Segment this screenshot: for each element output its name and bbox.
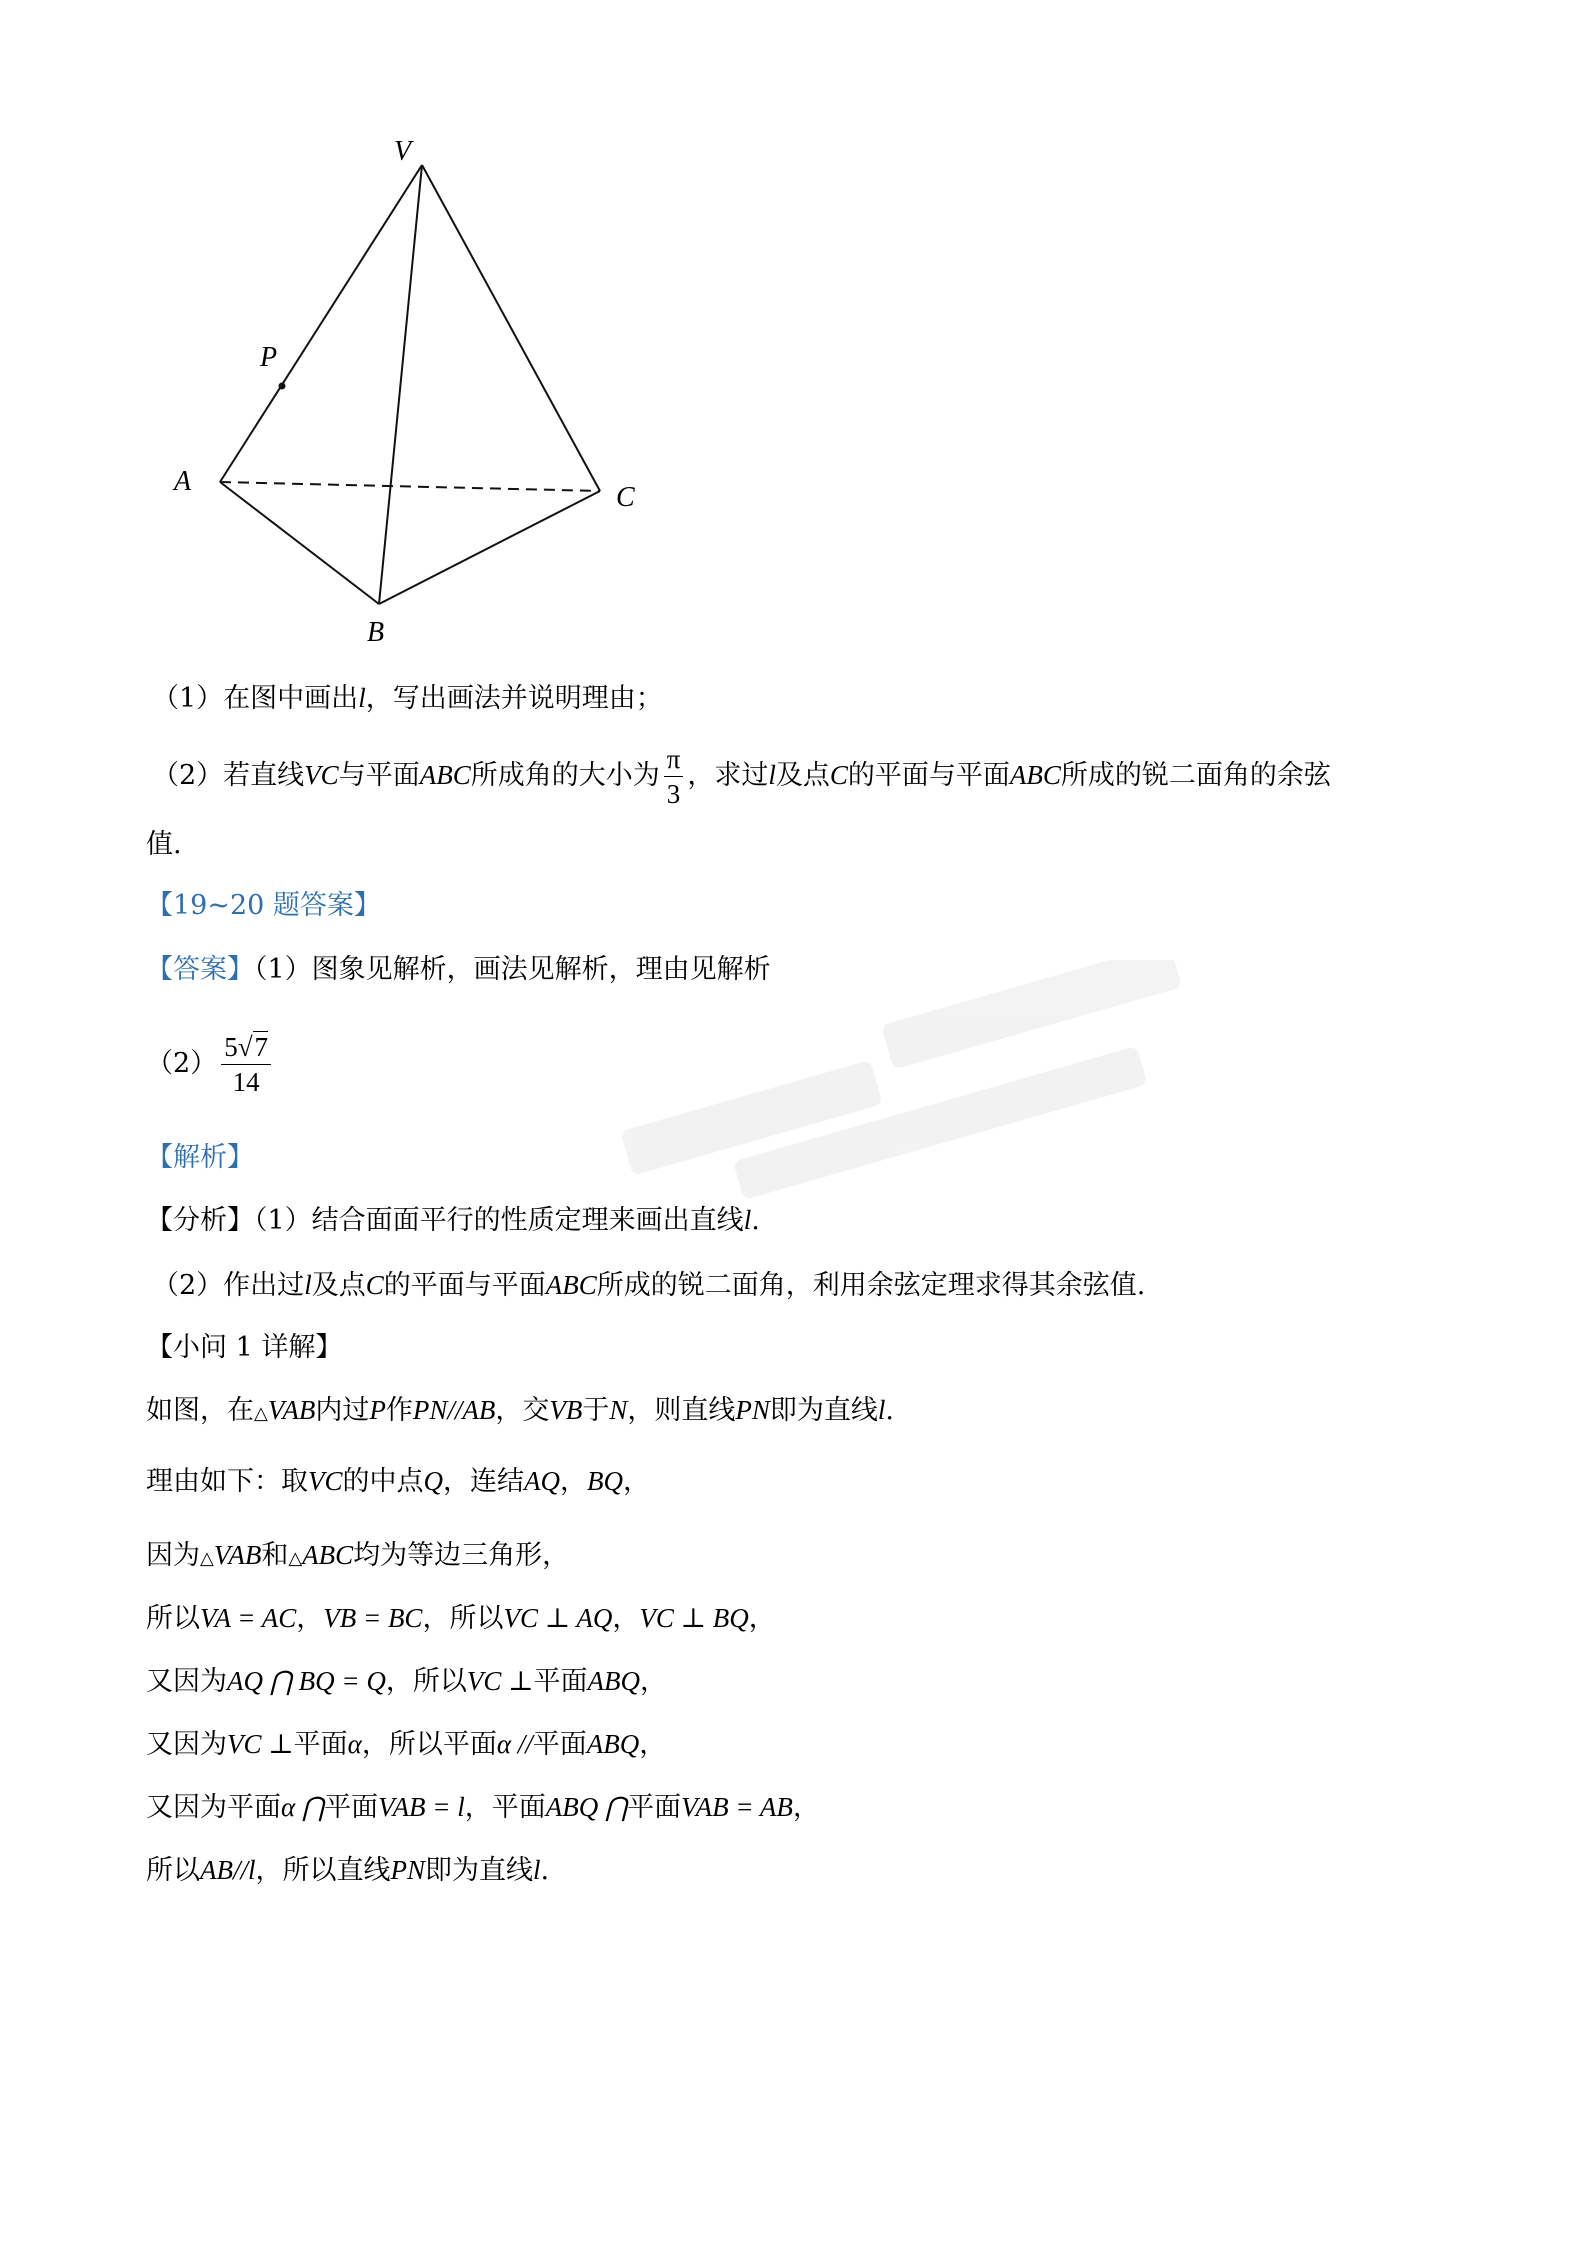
label-a: A <box>174 466 192 497</box>
edge-va <box>220 165 422 482</box>
q2-t2: 所成角的大小为 <box>470 760 660 791</box>
fenxi-line-1 <box>146 1202 760 1239</box>
d1-l: l <box>877 1395 886 1425</box>
d8-b: ，所以直线 <box>255 1855 391 1886</box>
q2-t3: ，求过 <box>687 760 769 791</box>
d1-ab: AB <box>462 1395 496 1425</box>
d7-e: ， <box>792 1792 820 1823</box>
d2-b: 的中点 <box>342 1466 424 1497</box>
d8-c: 即为直线 <box>425 1855 534 1886</box>
d5-d: ， <box>640 1666 667 1697</box>
q1-prefix: （1）在图中画出 <box>152 683 359 714</box>
answer-line-1 <box>146 952 771 988</box>
fenxi-l2-mid: 及点 <box>311 1270 366 1301</box>
fenxi-l2-mid2: 的平面与平面 <box>383 1270 546 1301</box>
answer-denominator: 14 <box>232 1067 260 1097</box>
q2-t6: 所成的锐二面角的余弦 <box>1060 760 1331 791</box>
d6-e: ， <box>639 1729 667 1760</box>
d5-a: 又因为 <box>146 1666 227 1697</box>
d1-p: P <box>369 1395 386 1425</box>
d4-e2: VB = BC <box>323 1603 423 1633</box>
d8-e2: PN <box>390 1855 426 1885</box>
q2-t4: 及点 <box>775 760 830 791</box>
q2-prefix: （2）若直线 <box>152 760 305 791</box>
d3-b: 和 <box>261 1540 289 1571</box>
fenxi-line-2 <box>152 1267 1145 1304</box>
fenxi-l1-end: . <box>751 1205 760 1236</box>
d4-e4: VC ⊥ BQ <box>639 1603 749 1633</box>
q2-t5: 的平面与平面 <box>847 760 1010 791</box>
d8-e1: AB//l <box>200 1855 256 1885</box>
var-l: l <box>358 683 366 713</box>
num-coef: 5 <box>224 1032 238 1062</box>
d4-e1: VA = AC <box>200 1603 297 1633</box>
answer-part-2-prefix: （2） <box>146 1048 218 1079</box>
fenxi-l1-prefix: （1）结合面面平行的性质定理来画出直线 <box>254 1205 744 1236</box>
d6-alpha: α <box>347 1729 362 1759</box>
d5-e3: ABQ <box>587 1666 640 1696</box>
fraction-pi-over-3 <box>664 742 684 811</box>
d7-alpha: α ⋂ <box>281 1792 325 1822</box>
detail-line-2 <box>146 1463 650 1500</box>
detail-header: 【小问 1 详解】 <box>146 1332 343 1363</box>
d8-d: . <box>540 1855 550 1886</box>
d5-e2: VC ⊥ <box>466 1666 534 1696</box>
d7-e3: VAB = AB <box>681 1792 793 1822</box>
detail-line-3 <box>146 1537 569 1576</box>
detail-line-7 <box>146 1789 820 1826</box>
detail-line-8 <box>146 1852 549 1889</box>
d2-q: Q <box>423 1466 444 1496</box>
d1-c: 作 <box>385 1395 413 1426</box>
d5-c: 平面 <box>533 1666 588 1697</box>
label-b: B <box>367 617 385 648</box>
d1-h: . <box>885 1395 894 1426</box>
triangle-symbol: △ <box>200 1548 214 1568</box>
edge-bc <box>379 491 600 604</box>
d6-b: 平面 <box>293 1729 348 1760</box>
d2-aq: AQ <box>524 1466 561 1496</box>
d4-c: ，所以 <box>422 1603 504 1634</box>
answer-line-2 <box>146 1022 275 1106</box>
point-p <box>279 383 286 390</box>
fenxi-tag: 【分析】 <box>146 1205 254 1236</box>
d7-b: 平面 <box>324 1792 379 1823</box>
question-2-line-2: 值. <box>146 829 182 860</box>
analysis-header: 【解析】 <box>146 1142 254 1173</box>
d6-e1: VC ⊥ <box>227 1729 294 1759</box>
d2-vc: VC <box>308 1466 343 1496</box>
var-c: C <box>365 1270 384 1300</box>
label-c: C <box>616 482 635 513</box>
answer-numerator: 5√7 <box>221 1030 271 1065</box>
d1-pn: PN <box>412 1395 448 1425</box>
var-l: l <box>768 760 776 790</box>
detail-line-1 <box>146 1392 894 1431</box>
d1-g: 即为直线 <box>769 1395 878 1426</box>
d7-c: ，平面 <box>464 1792 546 1823</box>
d8-a: 所以 <box>146 1855 200 1886</box>
num-rad: 7 <box>254 1032 269 1062</box>
label-v: V <box>394 136 412 167</box>
d1-pn2: PN <box>735 1395 770 1425</box>
d1-d: ，交 <box>495 1395 550 1426</box>
question-2 <box>152 735 1331 815</box>
var-abc: ABC <box>545 1270 597 1300</box>
d6-e2: ABQ <box>586 1729 640 1759</box>
d4-e: ， <box>748 1603 776 1634</box>
d1-f: ，则直线 <box>627 1395 736 1426</box>
answer-part-1: （1）图象见解析，画法见解析，理由见解析 <box>254 954 771 985</box>
d7-e2: ABQ ⋂ <box>545 1792 628 1822</box>
var-c: C <box>829 760 848 790</box>
edge-vb <box>379 165 422 604</box>
d8-e3: l <box>533 1855 541 1885</box>
d2-c: ，连结 <box>443 1466 525 1497</box>
q2-t1: 与平面 <box>338 760 420 791</box>
var-vc: VC <box>304 760 339 790</box>
d1-e: 于 <box>582 1395 610 1426</box>
var-abc: ABC <box>419 760 471 790</box>
d3-c: 均为等边三角形， <box>353 1540 570 1571</box>
d4-b: ， <box>296 1603 324 1634</box>
answer-tag: 【答案】 <box>146 954 254 985</box>
d4-d: ， <box>612 1603 640 1634</box>
frac-denominator: 3 <box>666 779 681 809</box>
var-abc: ABC <box>1009 760 1061 790</box>
d3-abc: ABC <box>302 1540 354 1570</box>
d1-vb: VB <box>549 1395 583 1425</box>
detail-line-5 <box>146 1663 667 1700</box>
d4-a: 所以 <box>146 1603 200 1634</box>
d7-e1: VAB = l <box>378 1792 465 1822</box>
var-l: l <box>304 1270 312 1300</box>
frac-numerator: π <box>664 742 684 777</box>
triangle-symbol: △ <box>288 1548 303 1568</box>
d6-c: ，所以平面 <box>361 1729 497 1760</box>
answer-header: 【19~20 题答案】 <box>146 890 381 921</box>
d1-vab: VAB <box>267 1395 316 1425</box>
d5-b: ，所以 <box>385 1666 467 1697</box>
d1-n: N <box>609 1395 628 1425</box>
fenxi-l2-prefix: （2）作出过 <box>152 1270 305 1301</box>
d6-d: 平面 <box>532 1729 587 1760</box>
var-l: l <box>743 1205 752 1235</box>
d2-bq: BQ <box>587 1466 624 1496</box>
triangle-symbol: △ <box>254 1403 268 1423</box>
q1-suffix: ，写出画法并说明理由； <box>365 683 663 714</box>
d7-d: 平面 <box>627 1792 682 1823</box>
d7-a: 又因为平面 <box>146 1792 281 1823</box>
edge-ac-dashed <box>220 482 600 491</box>
d1-a: 如图，在 <box>146 1395 254 1426</box>
d1-par: // <box>447 1395 463 1425</box>
question-1 <box>152 680 663 717</box>
edge-ab <box>220 482 379 604</box>
detail-line-6 <box>146 1726 666 1763</box>
tetrahedron-figure <box>160 125 680 655</box>
answer-fraction <box>221 1030 271 1099</box>
detail-line-4 <box>146 1600 776 1637</box>
d3-a: 因为 <box>146 1540 200 1571</box>
fenxi-l2-end: 所成的锐二面角，利用余弦定理求得其余弦值. <box>596 1270 1146 1301</box>
d5-e1: AQ ⋂ BQ = Q <box>227 1666 386 1696</box>
watermark <box>600 960 1220 1220</box>
d6-alpha2: α // <box>496 1729 533 1759</box>
d3-vab: VAB <box>213 1540 262 1570</box>
d2-e: ， <box>623 1466 651 1497</box>
d4-e3: VC ⊥ AQ <box>503 1603 613 1633</box>
label-p: P <box>260 342 278 373</box>
d6-a: 又因为 <box>146 1729 227 1760</box>
d2-d: ， <box>560 1466 588 1497</box>
d1-b: 内过 <box>315 1395 370 1426</box>
d2-a: 理由如下：取 <box>146 1466 308 1497</box>
edge-vc <box>422 165 600 491</box>
